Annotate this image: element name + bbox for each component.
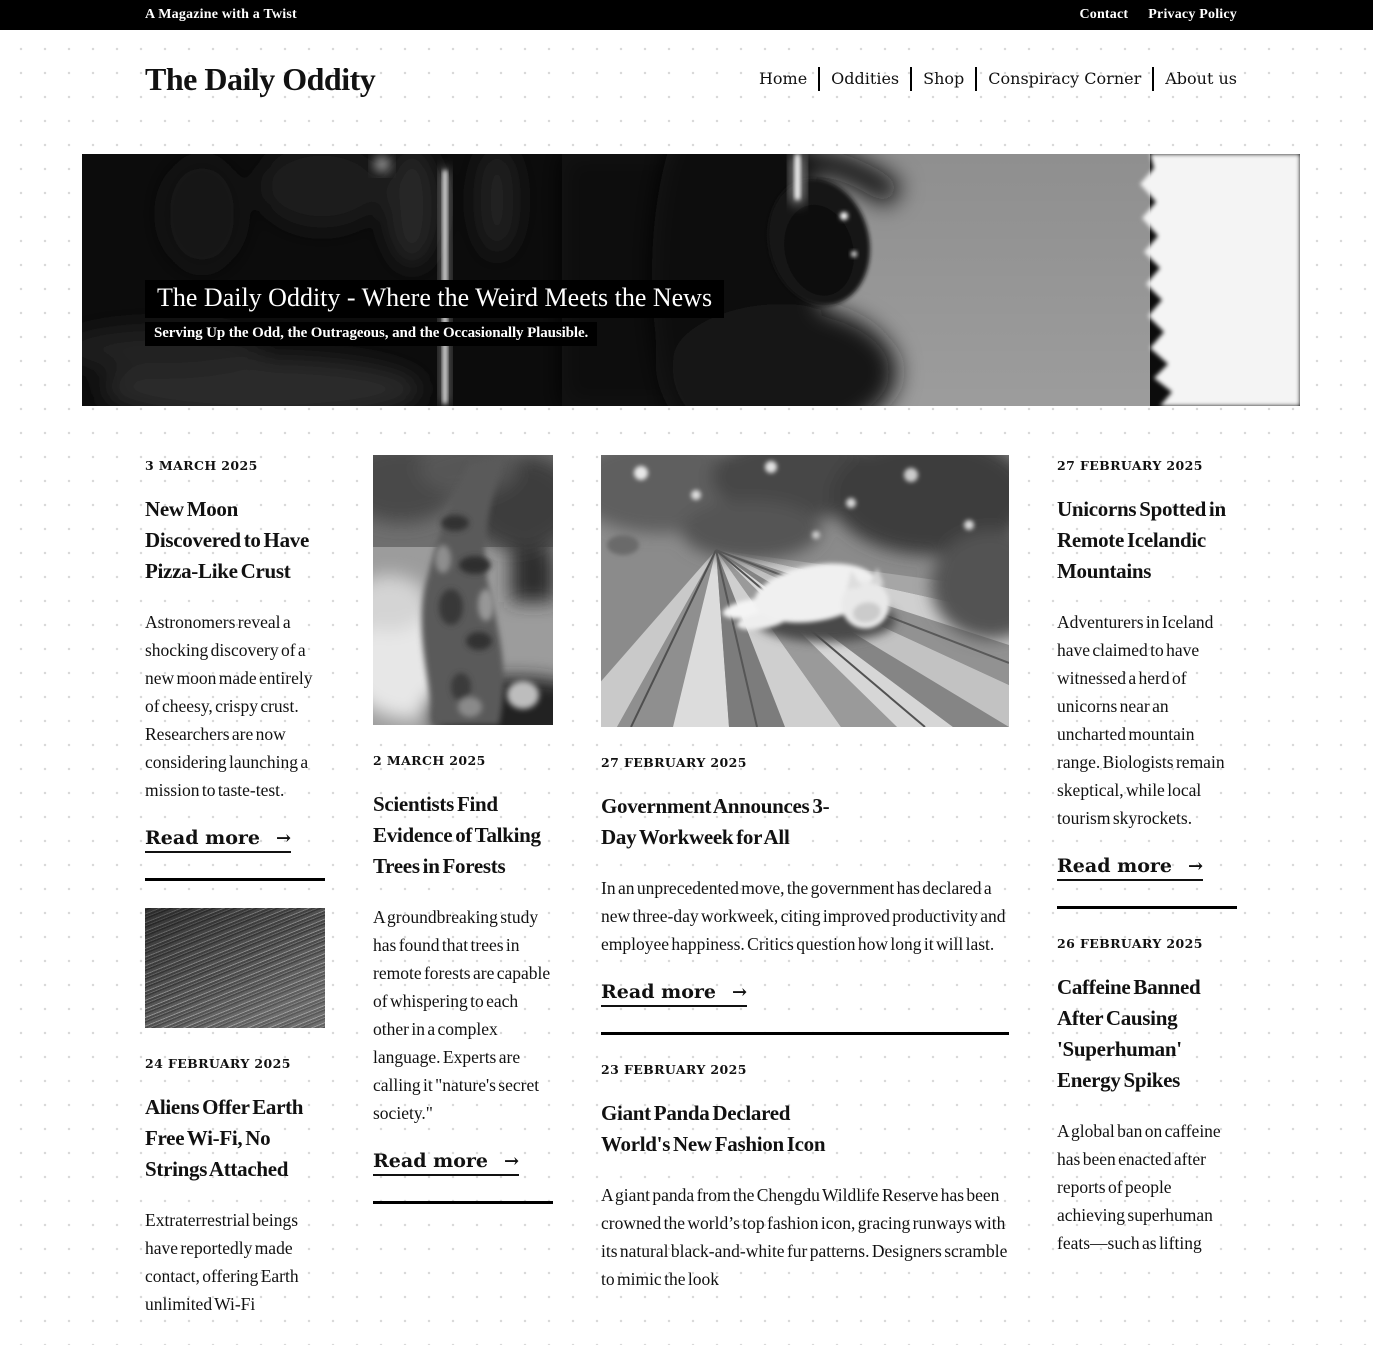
arrow-right-icon: → [1187, 856, 1204, 877]
topbar-links [1079, 7, 1237, 23]
topbar-link-privacy-policy[interactable]: Privacy Policy [1148, 7, 1237, 22]
article-date: 2 MARCH 2025 [373, 753, 486, 768]
article-feed [145, 455, 1237, 1345]
card-divider [1057, 906, 1237, 909]
feed-column-2 [373, 455, 553, 1231]
article-card [1057, 936, 1237, 1257]
fur-texture-image [145, 908, 325, 1028]
article-date: 27 FEBRUARY 2025 [1057, 458, 1203, 473]
article-thumbnail-olive-tree[interactable] [373, 455, 553, 725]
nav-item-shop[interactable]: Shop [910, 67, 975, 91]
article-excerpt: Extraterrestrial beings have reportedly made contact, offering Earth unlimited Wi-Fi [145, 1210, 299, 1314]
article-thumbnail-cat-on-bamboo[interactable] [601, 455, 1009, 727]
article-card [373, 455, 553, 1204]
article-date: 23 FEBRUARY 2025 [601, 1062, 747, 1077]
arrow-right-icon: → [275, 828, 292, 849]
article-date: 3 MARCH 2025 [145, 458, 258, 473]
article-card [145, 908, 325, 1318]
article-excerpt: In an unprecedented move, the government has declared a new three-day workweek, citing improved productivity and employee happiness. Critics question how long it will last. [601, 878, 1006, 954]
site-tagline: A Magazine with a Twist [145, 7, 297, 22]
cat-on-bamboo-image [601, 455, 1009, 727]
topbar-link-contact[interactable]: Contact [1079, 7, 1129, 22]
read-more-link[interactable]: Read more → [601, 981, 747, 1007]
article-thumbnail-fur-texture[interactable] [145, 908, 325, 1028]
arrow-right-icon: → [503, 1151, 520, 1172]
article-title[interactable]: Unicorns Spotted in Remote Icelandic Mountains [1057, 497, 1226, 583]
nav-item-home[interactable]: Home [758, 69, 808, 88]
read-more-link[interactable]: Read more → [1057, 855, 1203, 881]
main-nav [759, 67, 1237, 91]
article-card [1057, 458, 1237, 909]
card-divider [601, 1032, 1009, 1035]
article-title[interactable]: Government Announces 3-Day Workweek for All [601, 794, 830, 849]
article-title[interactable]: Caffeine Banned After Causing 'Superhuman' Energy Spikes [1057, 975, 1201, 1092]
article-excerpt: A groundbreaking study has found that trees in remote forests are capable of whispering to each other in a complex language. Experts are calling it "nature's secret society." [373, 907, 551, 1123]
read-more-link[interactable]: Read more → [373, 1150, 519, 1176]
feed-column-3 [601, 455, 1009, 1320]
hero-overlay [145, 280, 724, 346]
nav-item-about-us[interactable]: About us [1152, 67, 1237, 91]
article-date: 24 FEBRUARY 2025 [145, 1056, 291, 1071]
nav-item-oddities[interactable]: Oddities [818, 67, 910, 91]
masthead [0, 30, 1373, 98]
hero-banner [82, 154, 1300, 406]
article-excerpt: Adventurers in Iceland have claimed to have witnessed a herd of unicorns near an uncharted mountain range. Biologists remain skeptical, while local tourism skyrockets. [1057, 612, 1225, 828]
hero-subtitle: Serving Up the Odd, the Outrageous, and the Occasionally Plausible. [145, 322, 597, 346]
article-card [601, 1062, 1009, 1293]
nav-item-conspiracy-corner[interactable]: Conspiracy Corner [975, 67, 1152, 91]
site-logo[interactable]: The Daily Oddity [145, 61, 376, 97]
article-excerpt: Astronomers reveal a shocking discovery of a new moon made entirely of cheesy, crispy crust. Researchers are now considering launching a mission to taste-test. [145, 612, 313, 800]
article-date: 26 FEBRUARY 2025 [1057, 936, 1203, 951]
article-date: 27 FEBRUARY 2025 [601, 755, 747, 770]
card-divider [373, 1201, 553, 1204]
article-card [601, 455, 1009, 1035]
read-more-link[interactable]: Read more → [145, 827, 291, 853]
article-title[interactable]: Aliens Offer Earth Free Wi-Fi, No Strings Attached [145, 1095, 304, 1181]
article-title[interactable]: Scientists Find Evidence of Talking Trees in Forests [373, 792, 541, 878]
hero-title: The Daily Oddity - Where the Weird Meets the News [145, 280, 724, 318]
article-title[interactable]: Giant Panda Declared World's New Fashion Icon [601, 1101, 826, 1156]
article-title[interactable]: New Moon Discovered to Have Pizza-Like Crust [145, 497, 310, 583]
feed-column-1 [145, 455, 325, 1345]
top-bar [0, 0, 1373, 30]
feed-column-4 [1057, 455, 1237, 1284]
arrow-right-icon: → [731, 982, 748, 1003]
article-excerpt: A global ban on caffeine has been enacted after reports of people achieving superhuman feats—such as lifting [1057, 1121, 1221, 1253]
card-divider [145, 878, 325, 881]
olive-tree-image [373, 455, 553, 725]
article-excerpt: A giant panda from the Chengdu Wildlife Reserve has been crowned the world’s top fashion icon, gracing runways with its natural black-and-white fur patterns. Designers scramble to mimic the look [601, 1185, 1008, 1289]
article-card [145, 458, 325, 881]
